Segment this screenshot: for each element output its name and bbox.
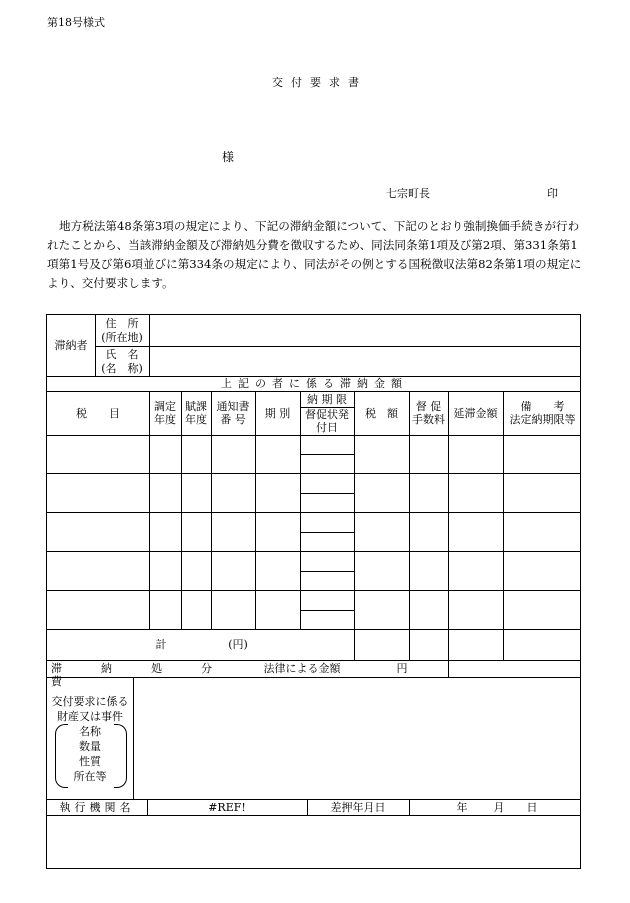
date-month: 月 [493, 801, 505, 814]
agency-value: #REF! [208, 801, 246, 814]
seal-mark: 印 [547, 187, 558, 200]
header-levy-year: 賦課 年度 [185, 400, 207, 426]
date-day: 日 [526, 801, 538, 814]
header-late-fee: 延滞金額 [453, 407, 498, 420]
sender-name: 七宗町長 [386, 187, 430, 200]
property-label-1: 交付要求に係る [51, 695, 129, 708]
date-year: 年 [456, 801, 468, 814]
taxpayer-label: 滞納者 [54, 339, 88, 352]
address-label: 住 所 [105, 317, 139, 330]
legal-amount-label: 法律による金額 [263, 662, 341, 675]
name-label: 氏 名 [105, 348, 139, 361]
section-title: 上記の者に係る滞納金額 [221, 377, 408, 390]
header-due-date: 納 期 限 [307, 393, 347, 406]
header-reminder-fee: 督 促 手数料 [412, 400, 445, 426]
yen-unit: 円 [396, 662, 408, 675]
total-label: 計 [155, 638, 167, 651]
body-paragraph: 地方税法第48条第3項の規定により、下記の滞納金額について、下記のとおり強制換価手続きが行われたことから、当該滞納金額及び滞納処分費を徴収するため、同法同条第1項及び第2項、第331条第1項第1号及び第6項並びに第334条の規定により、同法がその例とする国税徴収法第82条第1項の規定により、交付要求します。 [47, 219, 582, 290]
addressee-suffix: 様 [222, 150, 235, 164]
request-form-table [46, 314, 581, 869]
header-notice-no: 通知書 番 号 [216, 400, 250, 426]
address-sub-label: (所在地) [101, 331, 143, 344]
header-period: 期 別 [264, 407, 291, 420]
property-item-name: 名称 [79, 725, 101, 738]
property-item-nature: 性質 [79, 755, 101, 768]
header-reminder-date: 督促状発 付日 [305, 408, 349, 434]
header-tax-item: 税 目 [76, 407, 120, 420]
header-tax-amount: 税 額 [365, 407, 398, 420]
total-unit: (円) [228, 638, 248, 651]
property-item-quantity: 数量 [79, 740, 101, 753]
header-remarks: 備 考 法定納期限等 [509, 400, 576, 426]
header-assess-year: 調定 年度 [154, 400, 176, 426]
form-number: 第18号様式 [47, 16, 105, 29]
document-title: 交付要求書 [272, 76, 367, 89]
property-item-location: 所在等 [73, 770, 107, 783]
name-sub-label: (名 称) [101, 362, 143, 375]
seizure-date-label: 差押年月日 [330, 801, 386, 814]
agency-label: 執行機関名 [59, 801, 135, 814]
disposal-fee-label: 滞 納 処 分 費 [51, 662, 251, 688]
property-label-2: 財産又は事件 [57, 710, 123, 723]
